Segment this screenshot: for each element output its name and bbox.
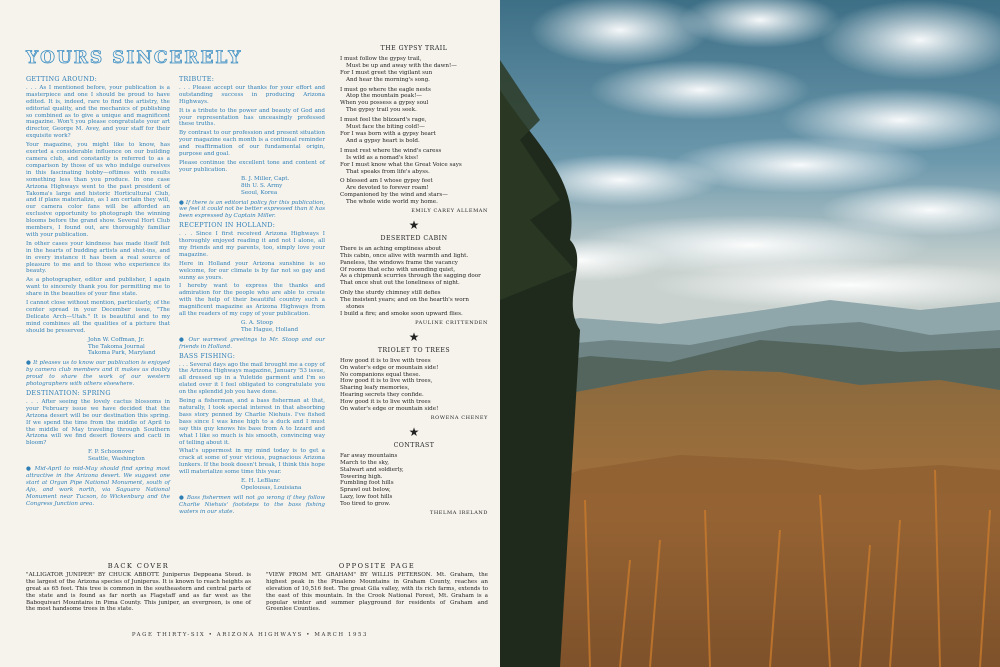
- star-divider-icon: ★: [408, 424, 420, 439]
- poem-line: O blessed am I whose gypsy feet: [340, 178, 433, 185]
- letter-paragraph: I hereby want to express the thanks and admiration for the people who are able to create with the help of their beautiful country such a magnificent magazine as Arizona Highways from all the readers of my copy of your publication.: [179, 283, 325, 318]
- section-heading-tribute: TRIBUTE:: [179, 75, 215, 83]
- column-middle: [179, 76, 325, 518]
- poem-line: Fumbling foot hills: [340, 480, 394, 487]
- poem-line: The whole wide world my home.: [346, 199, 438, 206]
- poem-title: CONTRAST: [393, 441, 435, 449]
- poem-line: There is an aching emptiness about: [340, 245, 442, 252]
- letter-paragraph: . . . As I mentioned before, your publication is a masterpiece and one I should be proud to have edited. It is, indeed, rare to find the artistry, the editorial quality, and the mechanics of publishing so combined as to give a unique and magnificent magazine. Won't you please congratulate your art director, George M. Avey, and your staff for their exquisite work?: [26, 84, 170, 140]
- poem-body: [340, 358, 488, 413]
- editor-note: ● If there is an editorial policy for this publication, we feel it could not be better expressed than it has been expressed by Captain Miller.: [179, 199, 325, 220]
- letter-paragraph: By contrast to our profession and present situation your magazine each month is a continual reminder and reaffirmation of our fundamental origin, purpose and goal.: [179, 130, 325, 158]
- poem-line: Hearing secrets they confide.: [340, 392, 424, 399]
- poem-line: I must rest where the wind's caress: [340, 147, 442, 154]
- poem-line: How good it is to live with trees: [340, 357, 431, 364]
- poem-line: Paneless, the windows frame the vacancy: [340, 259, 458, 266]
- letter-signature: G. A. Stoop The Hague, Holland: [241, 320, 299, 333]
- poem-line: The gypsy trail you seek.: [346, 107, 417, 114]
- poem-line: Lazy, low foot hills: [340, 494, 393, 501]
- poem-line: Stalwart and soldierly,: [340, 466, 404, 473]
- poem-line: And a gypsy heart is bold.: [346, 137, 420, 144]
- back-cover-text: "ALLIGATOR JUNIPER" BY CHUCK ABBOTT. Juniperus Deppeana Steud. is the largest of the Arizona species of Juniperus. It is known to reach heights as great as 65 feet. This tree is common in the southeastern and central parts of the state and is found as far north as Flagstaff and as far west as the Baboquivari Mountains in Pima County. This juniper, an evergreen, is one of the most handsome trees in the state.: [26, 571, 251, 613]
- section-heading-bass-fishing: BASS FISHING:: [179, 351, 236, 360]
- opposite-page-text: "VIEW FROM MT. GRAHAM" BY WILLIS PETERSON. Mt. Graham, the highest peak in the Pinaleno Mountains in Graham County, reaches an elevation of 10,516 feet. The great Gila valley, with its rich farms, extends to the east of this mountain. In the Crook National Forest, Mt. Graham is a popular winter and summer playground for residents of Graham and Greenlee Counties.: [266, 571, 488, 613]
- poem-line: On water's edge or mountain side!: [340, 364, 439, 371]
- letter-paragraph: . . . Please accept our thanks for your effort and outstanding success in producing Arizona Highways.: [179, 84, 325, 105]
- letter-paragraph: It is a tribute to the power and beauty of God and your representation has unceasingly professed these truths.: [179, 107, 325, 128]
- poem-line: And hear the morning's song.: [346, 76, 430, 83]
- poem-line: I must feel the blizzard's rage,: [340, 117, 427, 124]
- star-divider-icon: ★: [408, 329, 420, 344]
- letter-signature: John W. Coffman, Jr. The Takoma Journal Takoma Park, Maryland: [88, 336, 156, 357]
- poem-line: I must follow the gypsy trail,: [340, 55, 422, 62]
- letter-paragraph: Please continue the excellent tone and content of your publication.: [179, 159, 325, 173]
- poem-line: Sharing leafy memories,: [340, 385, 410, 392]
- poem-title: THE GYPSY TRAIL: [380, 45, 448, 52]
- star-divider-icon: ★: [408, 217, 420, 232]
- editor-note: ● Our warmest greetings to Mr. Stoop and our friends in Holland.: [179, 336, 325, 350]
- opposite-page-heading: OPPOSITE PAGE: [338, 562, 416, 570]
- poem-line: As a chipmunk scurries through the sagging door: [340, 273, 481, 280]
- letter-paragraph: Being a fisherman, and a bass fisherman at that, naturally, I took special interest in that absorbing bass story penned by Charlie Niehuis. I've fished bass since I was knee high to a duck and I must say this guy knows his bass from A to Izzard and what I like so much is his smooth, convincing way of telling about it.: [179, 398, 325, 446]
- editor-note: ● Bass fishermen will not go wrong if they follow Charlie Niehuis' footsteps to the bass fishing waters in our state.: [179, 494, 325, 515]
- poem-line: I build a fire; and smoke soon upward flies.: [340, 311, 463, 317]
- letter-paragraph: As a photographer, editor and publisher, I again want to sincerely thank you for permitting me to share in the beauties of your fine state.: [26, 277, 170, 298]
- poem-line: Must face the biting cold!—: [346, 124, 425, 131]
- poem-line: That speaks from life's abyss.: [346, 168, 430, 175]
- poem-line: How good it is to live with trees: [340, 399, 431, 406]
- poem-line: Atop the mountain peak!—: [346, 93, 422, 100]
- landscape-illustration: [500, 0, 1000, 667]
- poem-line: When you possess a gypsy soul: [340, 100, 429, 107]
- column-left: [26, 76, 170, 509]
- letter-paragraph: I cannot close without mention, particularly, of the center spread in your December issue, "The Delicate Arch—Utah." It is beautiful and to my mind combines all the qualities of a picture that should be preserved.: [26, 300, 170, 334]
- poem-line: Are devoted to forever roam!: [346, 185, 429, 192]
- poem-line: No companions equal these.: [340, 371, 421, 378]
- poem-line: Only the sturdy chimney still defies: [340, 290, 441, 297]
- page-folio: PAGE THIRTY-SIX • ARIZONA HIGHWAYS • MARCH 1953: [131, 632, 369, 638]
- letter-paragraph: What's uppermost in my mind today is to get a crack at some of your vicious, pugnacious Arizona lunkers. If the book doesn't break, I think this hope will materialize some time this year.: [179, 448, 325, 476]
- poem-line: Far away mountains: [340, 452, 398, 459]
- letter-paragraph: In other cases your kindness has made itself felt in the hearts of budding artists and shut-ins, and in every instance it has been a real source of pleasure to me and to those who experience its beauty.: [26, 240, 170, 275]
- poetry-column: [340, 46, 488, 520]
- poem-line: The insistent years; and on the hearth's worn: [340, 297, 469, 304]
- editor-note: ● Mid-April to mid-May should find spring most attractive in the Arizona desert. We suggest one start at Organ Pipe National Monument, south of Ajo, and work north, via Saguaro National Monument near Tucson, to Wickenburg and the Congress Junction area.: [26, 466, 170, 507]
- letter-paragraph: . . . Several days ago the mail brought me a copy of the Arizona Highways magazine, January '53 issue, all dressed up in a Yuletide garment and I'm so elated over it I feel obligated to congratulate you on the splendid job you have done.: [179, 361, 325, 396]
- poem-line: For I must greet the vigilant sun: [340, 69, 433, 76]
- poem-line: Must be up and away with the dawn!—: [346, 62, 457, 69]
- page-title: YOURS SINCERELY: [26, 48, 243, 68]
- poem-body: [340, 56, 488, 206]
- poem-line: This cabin, once alive with warmth and light.: [340, 252, 469, 259]
- poem-line: On water's edge or mountain side!: [340, 406, 439, 413]
- poem-author: PAULINE CRITTENDEN: [415, 319, 488, 326]
- poem-body: [340, 246, 488, 318]
- poem-body: [340, 453, 488, 508]
- poem-line: Companioned by the wind and stars—: [340, 192, 448, 199]
- editor-note: ● It pleases us to know our publication is enjoyed by camera club members and it makes us doubly proud to share the work of our western photographers with others elsewhere.: [26, 360, 170, 388]
- poem-author: EMILY CAREY ALLEMAN: [411, 208, 488, 215]
- letter-paragraph: . . . After seeing the lovely cactus blossoms in your February issue we have decided that the Arizona desert will be our destination this spring. If we spend the time from the middle of April to the middle of May traveling through Southern Arizona will we find desert flowers and cacti in bloom?: [26, 398, 170, 447]
- letter-paragraph: Your magazine, you might like to know, has exerted a considerable influence on our building camera club, and constantly is referred to as a comparison by those of us who indulge ourselves in this fascinating hobby—oftimes with results something less than you produce. In one case Arizona Highways went to the past president of Takoma's large and historic Horticultural Club, and if plans materialize, as I am certain they will, our camera color fans will be afforded an exclusive opportunity to photograph the winning blooms before the grand show. Several Hort Club members, I found out, are thoroughly familiar with your publication.: [26, 142, 170, 238]
- poem-line: For I must know what the Great Voice says: [340, 161, 462, 168]
- poem-line: Of rooms that echo with unending quiet,: [340, 266, 456, 273]
- poem-line: Towering high.: [340, 473, 383, 480]
- poem-line: Sprawl out below,: [340, 487, 391, 494]
- poem-line: Is wild as a nomad's kiss!: [346, 154, 419, 161]
- back-cover-caption: [26, 563, 251, 613]
- letter-paragraph: . . . Since I first received Arizona Highways I thoroughly enjoyed reading it and not I alone, all my friends and my parents, too, simply love your magazine.: [179, 231, 325, 258]
- letter-signature: E. H. LeBlanc Opelousas, Louisiana: [241, 478, 302, 491]
- poem-line: Too tired to grow.: [340, 501, 391, 508]
- poem-line: That once shut out the loneliness of night.: [340, 280, 460, 287]
- section-heading-holland: RECEPTION IN HOLLAND:: [179, 221, 276, 230]
- letter-signature: F. P. Schoonover Seattle, Washington: [88, 449, 145, 463]
- poem-author: ROWENA CHENEY: [430, 414, 488, 421]
- poem-title: TRIOLET TO TREES: [377, 346, 451, 354]
- opposite-page-caption: [266, 563, 488, 613]
- section-heading-getting-around: GETTING AROUND:: [26, 75, 98, 83]
- poem-line: For I was born with a gypsy heart: [340, 130, 436, 137]
- poem-line: I must go where the eagle nests: [340, 86, 431, 93]
- letter-paragraph: Here in Holland your Arizona sunshine is so welcome, for our climate is by far not so gay and sunny as yours.: [179, 260, 325, 281]
- poem-title: DESERTED CABIN: [380, 234, 448, 242]
- poem-line: How good it is to live with trees,: [340, 378, 433, 385]
- mountain-landscape-photo: [500, 0, 1000, 667]
- letter-signature: B. J. Miller, Capt. 8th U. S. Army Seoul, Korea: [241, 175, 290, 196]
- back-cover-heading: BACK COVER: [107, 562, 170, 570]
- poem-author: THELMA IRELAND: [429, 510, 488, 517]
- poem-line: March to the sky,: [340, 459, 390, 466]
- section-heading-destination: DESTINATION: SPRING: [26, 388, 111, 397]
- poem-line: stones: [346, 304, 365, 311]
